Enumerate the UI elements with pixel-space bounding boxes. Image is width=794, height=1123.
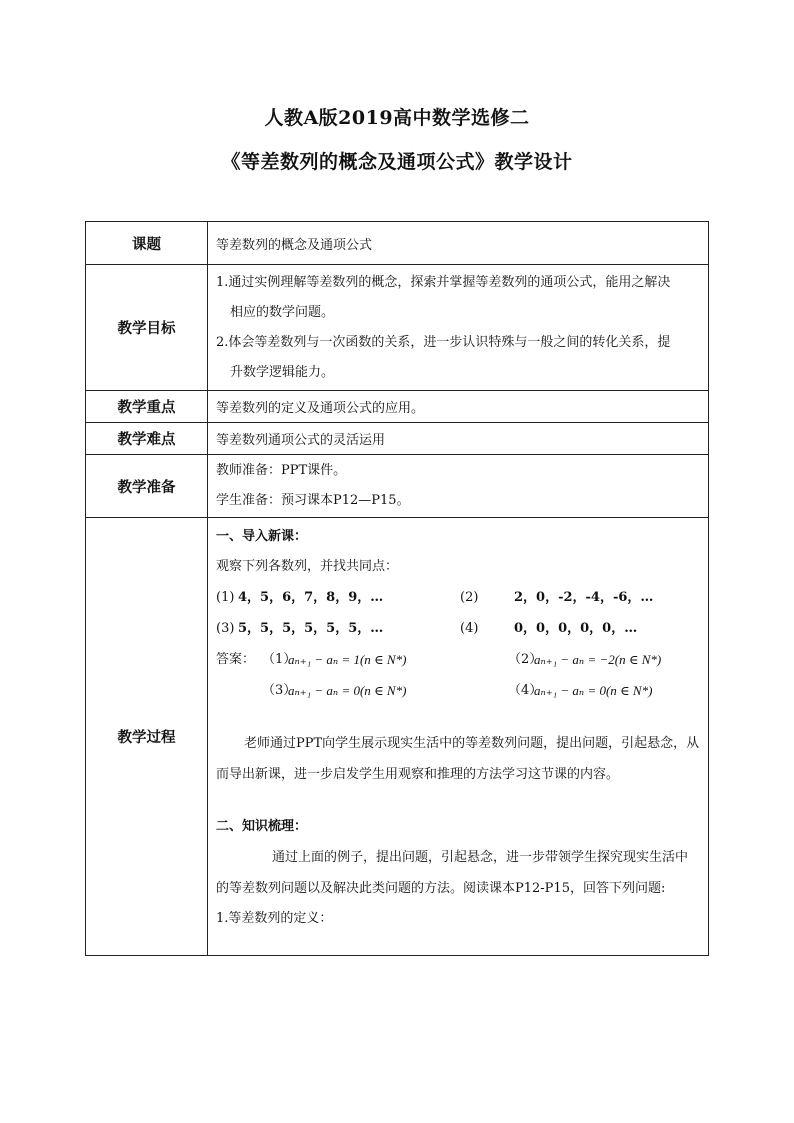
value-difficulties: 等差数列通项公式的灵活运用 bbox=[208, 423, 709, 455]
seq3-values: 5，5，5，5，5，5，… bbox=[238, 621, 384, 636]
label-process: 教学过程 bbox=[86, 518, 208, 956]
label-objectives: 教学目标 bbox=[86, 265, 208, 391]
seq4-index: (4) bbox=[460, 621, 479, 636]
answer-row-1 bbox=[216, 644, 700, 675]
objective-1-line-a: 1.通过实例理解等差数列的概念，探索并掌握等差数列的通项公式，能用之解决 bbox=[216, 274, 671, 290]
value-topic: 等差数列的概念及通项公式 bbox=[208, 222, 709, 265]
objective-2-line-b: 升数学逻辑能力。 bbox=[230, 364, 335, 380]
value-preparation bbox=[208, 455, 709, 518]
doc-title-line1: 人教A版2019高中数学选修二 bbox=[264, 107, 530, 129]
observe-text: 观察下列各数列，并找共同点： bbox=[216, 559, 399, 574]
prep-teacher: 教师准备：PPT课件。 bbox=[216, 463, 347, 478]
row-difficulties bbox=[86, 423, 709, 455]
section2-heading: 二、知识梳理： bbox=[216, 819, 308, 834]
ans4-index: （4） bbox=[508, 683, 543, 698]
seq3-index: (3) bbox=[216, 621, 235, 636]
seq1-index: (1) bbox=[216, 590, 235, 605]
prep-student: 学生准备：预习课本P12—P15。 bbox=[216, 493, 410, 508]
objective-2-line-a: 2.体会等差数列与一次函数的关系，进一步认识特殊与一般之间的转化关系，提 bbox=[216, 334, 671, 350]
sequence-row-1 bbox=[216, 582, 700, 613]
row-process bbox=[86, 518, 709, 956]
answer-row-2 bbox=[216, 675, 700, 706]
intro-paragraph: 老师通过PPT向学生展示现实生活中的等差数列问题，提出问题，引起悬念，从而导出新课，进一步启发学生用观察和推理的方法学习这节课的内容。 bbox=[216, 736, 700, 782]
value-objectives bbox=[208, 265, 709, 391]
row-preparation bbox=[86, 455, 709, 518]
sequence-row-2 bbox=[216, 613, 700, 644]
ans1-index: （1） bbox=[262, 652, 297, 667]
seq2-values: 2，0，-2，-4，-6，… bbox=[514, 590, 654, 605]
label-preparation: 教学准备 bbox=[86, 455, 208, 518]
seq1-values: 4，5，6，7，8，9，… bbox=[238, 590, 384, 605]
value-key-points: 等差数列的定义及通项公式的应用。 bbox=[208, 391, 709, 423]
value-process bbox=[208, 518, 709, 956]
seq4-values: 0，0，0，0，0，… bbox=[514, 621, 638, 636]
objective-1-line-b: 相应的数学问题。 bbox=[230, 304, 335, 320]
ans2-formula: aₙ₊₁ − aₙ = −2(n ∈ N*) bbox=[534, 652, 662, 667]
section1-heading: 一、导入新课： bbox=[216, 529, 308, 544]
ans3-formula: aₙ₊₁ − aₙ = 0(n ∈ N*) bbox=[288, 683, 407, 698]
lesson-plan-table bbox=[85, 221, 709, 956]
row-topic bbox=[86, 222, 709, 265]
review-paragraph: 通过上面的例子，提出问题，引起悬念，进一步带领学生探究现实生活中的等差数列问题以及解决此类问题的方法。阅读课本P12-P15，回答下列问题: bbox=[216, 850, 689, 896]
ans2-index: （2） bbox=[508, 652, 543, 667]
ans4-formula: aₙ₊₁ − aₙ = 0(n ∈ N*) bbox=[534, 683, 653, 698]
row-key-points bbox=[86, 391, 709, 423]
definition-item: 1.等差数列的定义： bbox=[216, 911, 333, 926]
answer-label: 答案： bbox=[216, 652, 256, 667]
seq2-index: (2) bbox=[460, 590, 479, 605]
row-objectives bbox=[86, 265, 709, 391]
doc-title-line2: 《等差数列的概念及通项公式》教学设计 bbox=[221, 151, 573, 173]
label-difficulties: 教学难点 bbox=[86, 423, 208, 455]
ans3-index: （3） bbox=[262, 683, 297, 698]
ans1-formula: aₙ₊₁ − aₙ = 1(n ∈ N*) bbox=[288, 652, 407, 667]
label-topic: 课题 bbox=[86, 222, 208, 265]
label-key-points: 教学重点 bbox=[86, 391, 208, 423]
